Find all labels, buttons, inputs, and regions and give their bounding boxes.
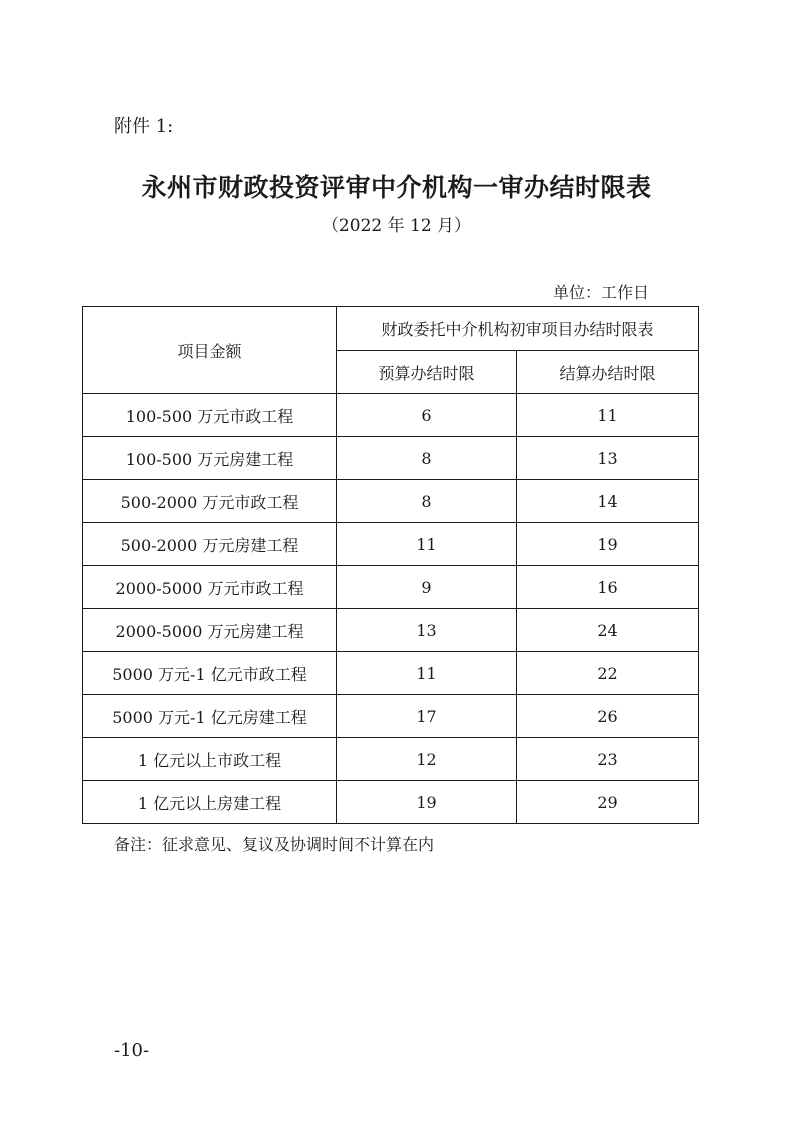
cell-project: 5000 万元-1 亿元房建工程 [83,695,337,738]
table-row [83,480,699,523]
cell-budget: 12 [337,738,517,781]
cell-settlement: 24 [517,609,699,652]
page-number: -10- [114,1040,150,1061]
cell-budget: 11 [337,523,517,566]
document-date: （2022 年 12 月） [321,216,472,236]
table-row [83,738,699,781]
table-row [83,652,699,695]
unit-label: 单位：工作日 [553,283,650,302]
table-header-row [83,307,699,351]
cell-budget: 17 [337,695,517,738]
cell-budget: 9 [337,566,517,609]
cell-settlement: 14 [517,480,699,523]
document-title: 永州市财政投资评审中介机构一审办结时限表 [141,173,652,202]
header-project-amount: 项目金额 [83,307,337,394]
cell-project: 100-500 万元市政工程 [83,394,337,437]
cell-settlement: 19 [517,523,699,566]
table-row [83,695,699,738]
cell-project: 500-2000 万元房建工程 [83,523,337,566]
table-row [83,609,699,652]
header-budget: 预算办结时限 [337,351,517,394]
cell-settlement: 16 [517,566,699,609]
cell-budget: 6 [337,394,517,437]
footnote: 备注：征求意见、复议及协调时间不计算在内 [114,835,435,854]
cell-settlement: 23 [517,738,699,781]
table-row [83,394,699,437]
table-row [83,523,699,566]
cell-settlement: 29 [517,781,699,824]
cell-budget: 13 [337,609,517,652]
header-settlement: 结算办结时限 [517,351,699,394]
table-row [83,566,699,609]
cell-project: 500-2000 万元市政工程 [83,480,337,523]
table-row [83,437,699,480]
table-row [83,781,699,824]
time-limit-table [82,306,699,824]
cell-project: 2000-5000 万元市政工程 [83,566,337,609]
cell-budget: 8 [337,480,517,523]
cell-budget: 8 [337,437,517,480]
cell-budget: 11 [337,652,517,695]
cell-project: 5000 万元-1 亿元市政工程 [83,652,337,695]
cell-project: 1 亿元以上市政工程 [83,738,337,781]
cell-project: 2000-5000 万元房建工程 [83,609,337,652]
cell-settlement: 26 [517,695,699,738]
cell-project: 100-500 万元房建工程 [83,437,337,480]
cell-settlement: 11 [517,394,699,437]
cell-budget: 19 [337,781,517,824]
cell-settlement: 22 [517,652,699,695]
attachment-label: 附件 1: [114,116,174,137]
cell-project: 1 亿元以上房建工程 [83,781,337,824]
cell-settlement: 13 [517,437,699,480]
header-group: 财政委托中介机构初审项目办结时限表 [337,307,699,351]
